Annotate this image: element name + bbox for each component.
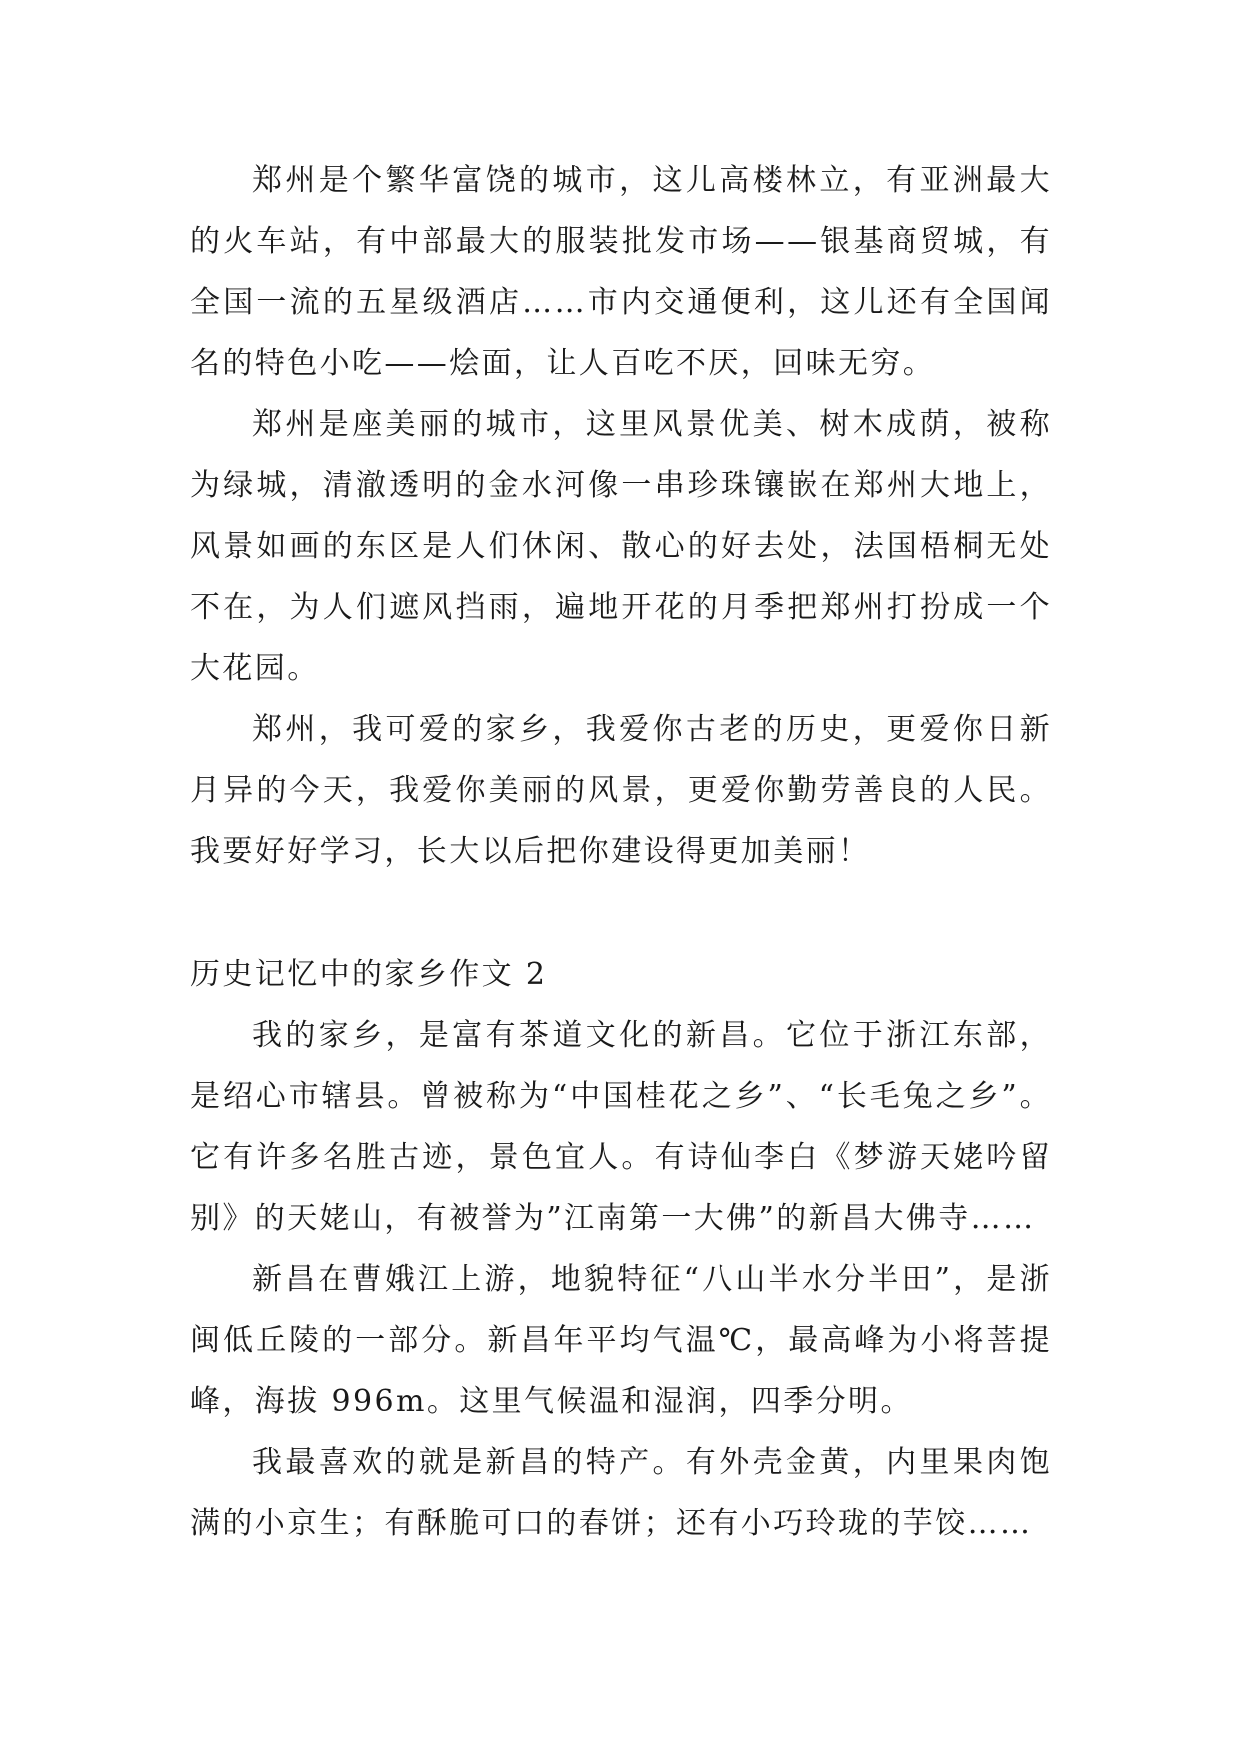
document-page xyxy=(190,150,1052,1554)
paragraph: 我的家乡，是富有茶道文化的新昌。它位于浙江东部，是绍心市辖县。曾被称为“中国桂花之乡”、“长毛兔之乡”。它有许多名胜古迹，景色宜人。有诗仙李白《梦游天姥吟留别》的天姥山，有被誉为”江南第一大佛”的新昌大佛寺…… xyxy=(190,1018,1052,1236)
paragraph: 郑州是座美丽的城市，这里风景优美、树木成荫，被称为绿城，清澈透明的金水河像一串珍珠镶嵌在郑州大地上，风景如画的东区是人们休闲、散心的好去处，法国梧桐无处不在，为人们遮风挡雨，遍地开花的月季把郑州打扮成一个大花园。 xyxy=(190,407,1052,686)
paragraph: 新昌在曹娥江上游，地貌特征“八山半水分半田”，是浙闽低丘陵的一部分。新昌年平均气温℃，最高峰为小将菩提峰，海拔 996m。这里气候温和湿润，四季分明。 xyxy=(190,1262,1052,1419)
article-title: 历史记忆中的家乡作文 2 xyxy=(190,957,548,992)
paragraph: 郑州是个繁华富饶的城市，这儿高楼林立，有亚洲最大的火车站，有中部最大的服装批发市场——银基商贸城，有全国一流的五星级酒店……市内交通便利，这儿还有全国闻名的特色小吃——烩面，让人百吃不厌，回味无穷。 xyxy=(190,163,1052,381)
paragraph: 郑州，我可爱的家乡，我爱你古老的历史，更爱你日新月异的今天，我爱你美丽的风景，更爱你勤劳善良的人民。我要好好学习，长大以后把你建设得更加美丽！ xyxy=(190,712,1052,869)
paragraph: 我最喜欢的就是新昌的特产。有外壳金黄，内里果肉饱满的小京生；有酥脆可口的春饼；还有小巧玲珑的芋饺…… xyxy=(190,1445,1052,1541)
